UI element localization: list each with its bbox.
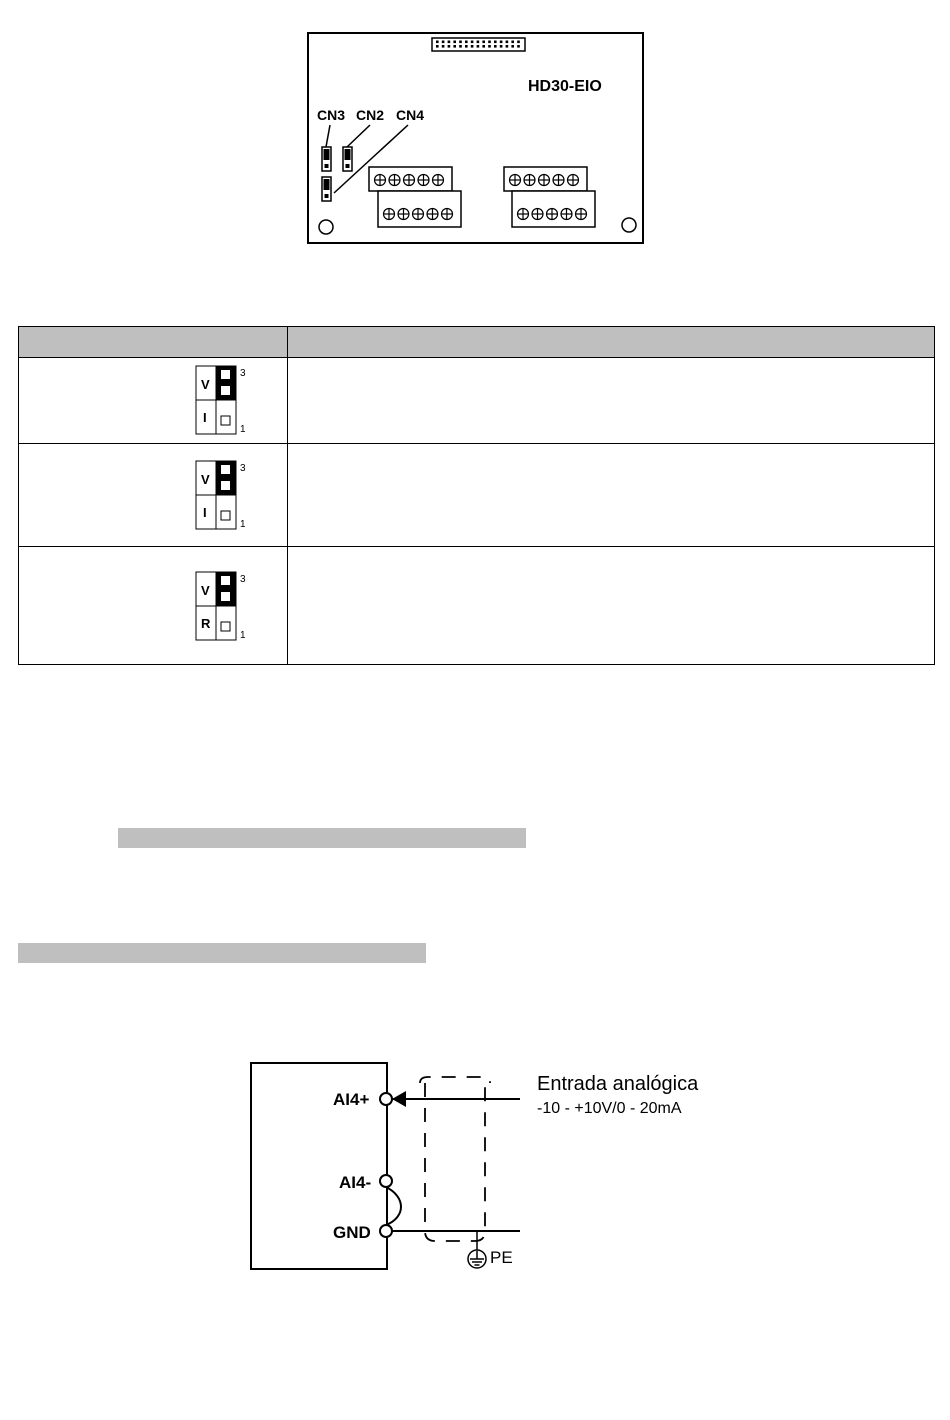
screw-icon <box>375 175 386 186</box>
input-title: Entrada analógica <box>537 1073 699 1095</box>
screw-icon <box>532 209 543 220</box>
mounting-hole <box>622 218 636 232</box>
screw-icon <box>442 209 453 220</box>
screw-icon <box>398 209 409 220</box>
jumper-label-bottom: I <box>203 410 207 425</box>
ground-label: PE <box>490 1248 513 1267</box>
pin-number-top: 3 <box>240 574 246 585</box>
screw-icon <box>518 209 529 220</box>
screw-icon <box>413 209 424 220</box>
mounting-hole <box>319 220 333 234</box>
terminal-circle <box>380 1175 392 1187</box>
cable-shield <box>420 1077 490 1241</box>
screw-icon <box>404 175 415 186</box>
terminal-block <box>504 167 587 191</box>
table-row <box>194 364 274 436</box>
jumper-diagram <box>196 461 246 530</box>
table-row <box>194 459 274 531</box>
board-diagram <box>300 25 650 250</box>
table-row <box>194 570 274 642</box>
connector-label-cn2: CN2 <box>356 107 385 123</box>
jumper-label-top: V <box>201 472 210 487</box>
terminal-block <box>378 191 461 227</box>
highlight-bar <box>18 943 426 963</box>
jumper-label-bottom: I <box>203 505 207 520</box>
terminal-block <box>512 191 595 227</box>
screw-icon <box>524 175 535 186</box>
connector-label-cn3: CN3 <box>317 107 346 123</box>
screw-icon <box>418 175 429 186</box>
ground-icon <box>468 1250 486 1268</box>
jumper-diagram <box>196 572 246 641</box>
screw-icon <box>389 175 400 186</box>
jumper-cn3 <box>322 147 331 171</box>
arrow-icon <box>392 1091 406 1107</box>
screw-icon <box>539 175 550 186</box>
jumper-label-bottom: R <box>201 616 211 631</box>
pin-number-bottom: 1 <box>240 424 246 435</box>
screw-icon <box>433 175 444 186</box>
analog-input-wiring-diagram <box>240 1055 740 1285</box>
connector-label-cn4: CN4 <box>396 107 425 123</box>
ribbon-header-connector <box>432 38 525 51</box>
pin-number-top: 3 <box>240 368 246 379</box>
screw-icon <box>547 209 558 220</box>
terminal-label-ai4-minus: AI4- <box>339 1173 372 1192</box>
jumper-settings-table <box>18 326 935 665</box>
screw-icon <box>384 209 395 220</box>
terminal-circle <box>380 1225 392 1237</box>
highlight-bar <box>118 828 526 848</box>
board-model-label: HD30-EIO <box>528 78 602 95</box>
table-header-row <box>19 327 934 358</box>
input-range: -10 - +10V/0 - 20mA <box>537 1100 682 1117</box>
jumper-label-top: V <box>201 583 210 598</box>
pin-number-bottom: 1 <box>240 630 246 641</box>
jumper-cn2 <box>343 147 352 171</box>
screw-icon <box>510 175 521 186</box>
terminal-label-gnd: GND <box>333 1223 371 1242</box>
screw-icon <box>553 175 564 186</box>
jumper-label-top: V <box>201 377 210 392</box>
jumper-diagram <box>196 366 246 435</box>
screw-icon <box>561 209 572 220</box>
pin-number-top: 3 <box>240 463 246 474</box>
screw-icon <box>427 209 438 220</box>
terminal-label-ai4-plus: AI4+ <box>333 1090 370 1109</box>
pin-number-bottom: 1 <box>240 519 246 530</box>
screw-icon <box>576 209 587 220</box>
terminal-block <box>369 167 452 191</box>
screw-icon <box>568 175 579 186</box>
jumper-link <box>386 1187 401 1225</box>
jumper-cn4 <box>322 177 331 201</box>
terminal-circle <box>380 1093 392 1105</box>
